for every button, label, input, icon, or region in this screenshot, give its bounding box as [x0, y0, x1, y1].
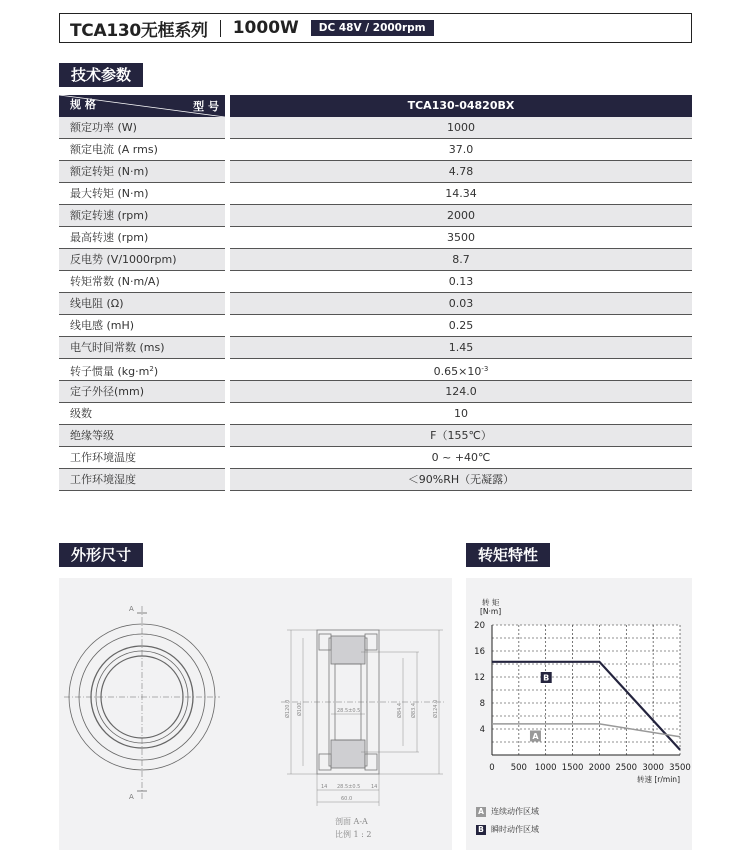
- spec-row: [59, 469, 692, 491]
- dim-d3: Ø100: [297, 702, 303, 716]
- legend-box-a: A: [476, 807, 486, 817]
- x-tick-label: 3500: [669, 763, 691, 773]
- dim-d2: Ø124.0: [433, 699, 439, 718]
- dim-w2: 60.0: [341, 796, 353, 802]
- x-tick-label: 1000: [534, 763, 557, 773]
- spec-row: [59, 117, 692, 139]
- spec-value: 10: [230, 403, 692, 425]
- spec-value: $0.65\times 10^{-3}$: [230, 359, 692, 381]
- y-axis-label: 转 矩: [482, 598, 500, 607]
- spec-table-header: [59, 95, 692, 117]
- spec-table: [59, 95, 692, 491]
- spec-row: [59, 293, 692, 315]
- spec-label: 工作环境湿度: [59, 469, 225, 491]
- spec-label: 线电感 (mH): [59, 315, 225, 337]
- voltage-speed-badge: DC 48V / 2000rpm: [311, 20, 434, 36]
- y-tick-label: 8: [479, 699, 485, 709]
- spec-row: [59, 271, 692, 293]
- legend-item-peak: [476, 824, 539, 835]
- dim-w1: 28.5±0.5: [337, 708, 361, 714]
- spec-row: [59, 359, 692, 381]
- spec-value: 8.7: [230, 249, 692, 271]
- spec-header-left: [59, 95, 225, 117]
- legend-label-continuous: 连续动作区域: [491, 807, 539, 816]
- x-tick-label: 2500: [615, 763, 638, 773]
- x-tick-label: 2000: [588, 763, 611, 773]
- y-tick-label: 20: [474, 621, 485, 631]
- x-tick-label: 3000: [642, 763, 664, 773]
- section-tab-params: 技术参数: [59, 63, 143, 87]
- spec-value: 1000: [230, 117, 692, 139]
- spec-label: 电气时间常数 (ms): [59, 337, 225, 359]
- spec-label: 线电阻 (Ω): [59, 293, 225, 315]
- spec-label: 工作环境温度: [59, 447, 225, 469]
- section-marker-top: A: [129, 605, 134, 613]
- stator-hatch-bottom: [331, 740, 365, 768]
- region-label-a: A: [532, 732, 539, 741]
- y-tick-label: 16: [474, 647, 485, 657]
- x-tick-label: 0: [489, 763, 495, 773]
- section-marker-bottom: A: [129, 793, 134, 801]
- torque-chart-panel: [466, 578, 692, 850]
- y-axis-unit: [N·m]: [480, 607, 502, 616]
- spec-header-model: TCA130-04820BX: [230, 95, 692, 117]
- region-label-b: B: [543, 673, 550, 683]
- dim-w3: 28.5±0.5: [337, 784, 361, 790]
- spec-value: 37.0: [230, 139, 692, 161]
- section-tab-torque: 转矩特性: [466, 543, 550, 567]
- spec-row: [59, 447, 692, 469]
- spec-value: F（155℃）: [230, 425, 692, 447]
- x-tick-label: 500: [510, 763, 527, 773]
- spec-value: 0.13: [230, 271, 692, 293]
- dim-d4: Ø84.4: [397, 702, 403, 718]
- spec-row: [59, 183, 692, 205]
- x-tick-label: 1500: [561, 763, 584, 773]
- spec-value: 3500: [230, 227, 692, 249]
- spec-value: 1.45: [230, 337, 692, 359]
- spec-row: [59, 337, 692, 359]
- spec-row: [59, 139, 692, 161]
- spec-value: 14.34: [230, 183, 692, 205]
- legend-label-peak: 瞬时动作区域: [491, 825, 539, 834]
- spec-value: 0.25: [230, 315, 692, 337]
- stator-hatch-top: [331, 636, 365, 664]
- spec-row: [59, 249, 692, 271]
- spec-label: 转子惯量 $(kg\cdot m^2)$: [59, 359, 225, 381]
- spec-row: [59, 425, 692, 447]
- front-view: [64, 606, 220, 800]
- legend-box-b: B: [476, 825, 486, 835]
- spec-label: 额定电流 (A rms): [59, 139, 225, 161]
- spec-value: 2000: [230, 205, 692, 227]
- spec-row: [59, 381, 692, 403]
- spec-row: [59, 315, 692, 337]
- product-title: TCA130无框系列: [70, 20, 208, 41]
- header-spec-label: 规 格: [70, 98, 96, 111]
- dim-d5: Ø83.4: [411, 702, 417, 718]
- spec-value: 124.0: [230, 381, 692, 403]
- spec-label: 最高转速 (rpm): [59, 227, 225, 249]
- y-tick-label: 4: [479, 725, 485, 735]
- outline-drawing-panel: [59, 578, 452, 850]
- dim-s1: 14: [321, 784, 328, 790]
- spec-value: 0 ~ +40℃: [230, 447, 692, 469]
- spec-label: 额定功率 (W): [59, 117, 225, 139]
- spec-label: 额定转速 (rpm): [59, 205, 225, 227]
- spec-row: [59, 205, 692, 227]
- header-model-label: 型 号: [193, 100, 219, 113]
- spec-value: 4.78: [230, 161, 692, 183]
- spec-row: [59, 161, 692, 183]
- spec-label: 定子外径(mm): [59, 381, 225, 403]
- section-view: [281, 630, 444, 806]
- spec-value: ＜90%RH（无凝露）: [230, 469, 692, 491]
- spec-label: 最大转矩 (N·m): [59, 183, 225, 205]
- legend-item-continuous: [476, 806, 539, 817]
- spec-label: 转矩常数 (N·m/A): [59, 271, 225, 293]
- spec-row: [59, 403, 692, 425]
- spec-row: [59, 227, 692, 249]
- spec-label: 级数: [59, 403, 225, 425]
- drawing-caption-scale: 比例 1 : 2: [335, 830, 372, 839]
- spec-value: 0.03: [230, 293, 692, 315]
- spec-label: 额定转矩 (N·m): [59, 161, 225, 183]
- drawing-caption-section: 剖面 A-A: [335, 817, 368, 826]
- x-axis-label: 转速 [r/min]: [637, 775, 680, 784]
- spec-label: 绝缘等级: [59, 425, 225, 447]
- spec-label: 反电势 (V/1000rpm): [59, 249, 225, 271]
- section-tab-outline: 外形尺寸: [59, 543, 143, 567]
- product-header: [59, 13, 692, 43]
- y-tick-label: 12: [474, 673, 485, 683]
- dim-s3: 14: [371, 784, 378, 790]
- header-divider: [220, 20, 221, 37]
- dim-d1: Ø120.0: [285, 699, 291, 718]
- outline-drawing: [59, 578, 452, 850]
- product-power: 1000W: [232, 18, 299, 38]
